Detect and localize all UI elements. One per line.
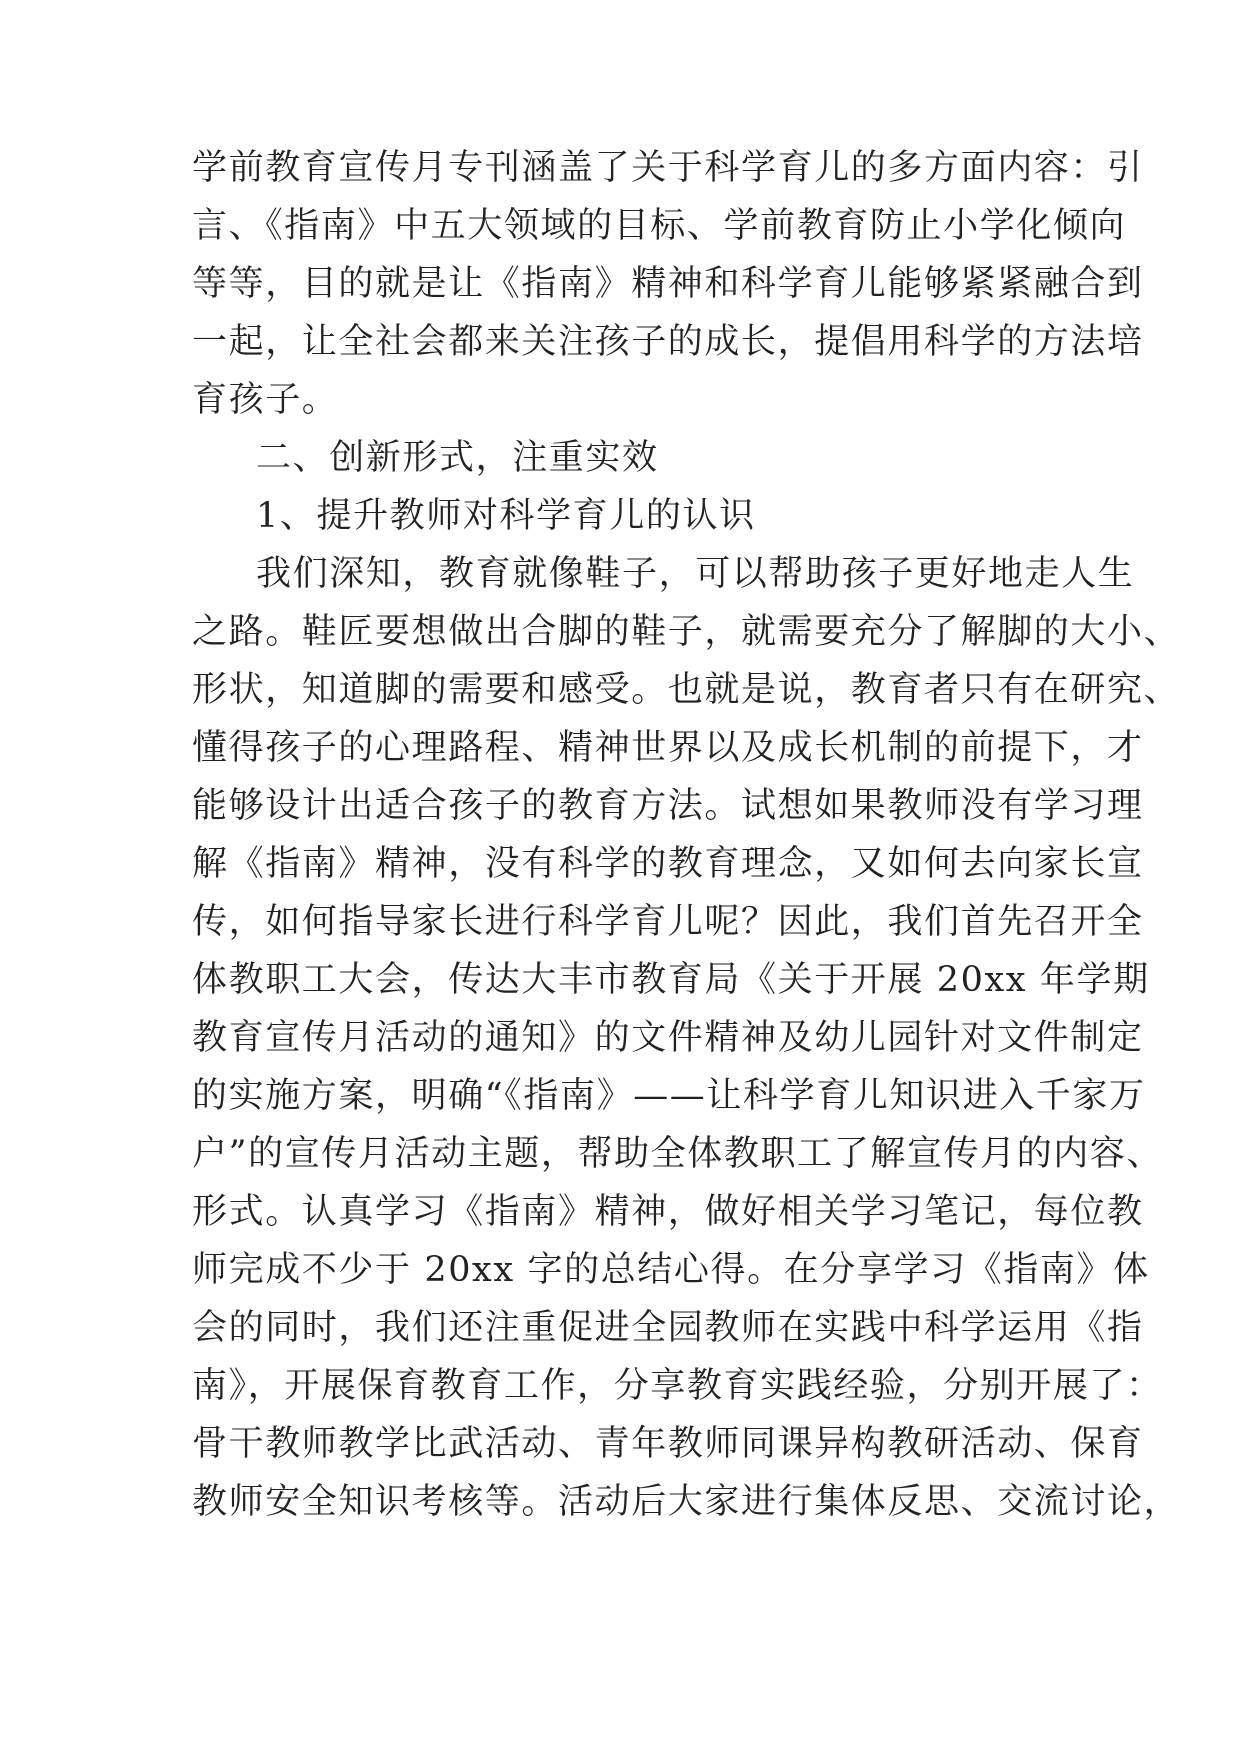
subsection-heading: 1、提升教师对科学育儿的认识 <box>256 496 756 536</box>
section-heading: 二、创新形式，注重实效 <box>256 438 659 478</box>
text-line: 懂得孩子的心理路程、精神世界以及成长机制的前提下，才 <box>192 728 1144 768</box>
text-line: 南》，开展保育教育工作，分享教育实践经验，分别开展了： <box>192 1366 1163 1406</box>
text-line: 传，如何指导家长进行科学育儿呢？因此，我们首先召开全 <box>192 902 1144 942</box>
text-line: 能够设计出适合孩子的教育方法。试想如果教师没有学习理 <box>192 786 1144 826</box>
text-line: 解《指南》精神，没有科学的教育理念，又如何去向家长宣 <box>192 844 1144 884</box>
text-line: 一起，让全社会都来关注孩子的成长，提倡用科学的方法培 <box>192 322 1144 362</box>
text-line: 形状，知道脚的需要和感受。也就是说，教育者只有在研究、 <box>192 670 1181 710</box>
text-line: 的实施方案，明确“《指南》——让科学育儿知识进入千家万 <box>192 1076 1146 1116</box>
text-line: 体教职工大会，传达大丰市教育局《关于开展 20xx 年学期 <box>192 960 1150 1000</box>
text-line: 言、《指南》中五大领域的目标、学前教育防止小学化倾向 <box>192 206 1127 246</box>
text-line: 师完成不少于 20xx 字的总结心得。在分享学习《指南》体 <box>192 1250 1150 1290</box>
text-line: 形式。认真学习《指南》精神，做好相关学习笔记，每位教 <box>192 1192 1144 1232</box>
text-line: 学前教育宣传月专刊涵盖了关于科学育儿的多方面内容：引 <box>192 148 1144 188</box>
text-line: 之路。鞋匠要想做出合脚的鞋子，就需要充分了解脚的大小、 <box>192 612 1181 652</box>
text-line: 户”的宣传月活动主题，帮助全体教职工了解宣传月的内容、 <box>192 1134 1164 1174</box>
text-line: 我们深知，教育就像鞋子，可以帮助孩子更好地走人生 <box>256 554 1135 594</box>
text-line: 等等，目的就是让《指南》精神和科学育儿能够紧紧融合到 <box>192 264 1144 304</box>
text-line: 教育宣传月活动的通知》的文件精神及幼儿园针对文件制定 <box>192 1018 1144 1058</box>
text-line: 骨干教师教学比武活动、青年教师同课异构教研活动、保育 <box>192 1424 1144 1464</box>
text-line: 教师安全知识考核等。活动后大家进行集体反思、交流讨论， <box>192 1482 1181 1522</box>
text-line: 会的同时，我们还注重促进全园教师在实践中科学运用《指 <box>192 1308 1144 1348</box>
text-line: 育孩子。 <box>192 380 339 420</box>
